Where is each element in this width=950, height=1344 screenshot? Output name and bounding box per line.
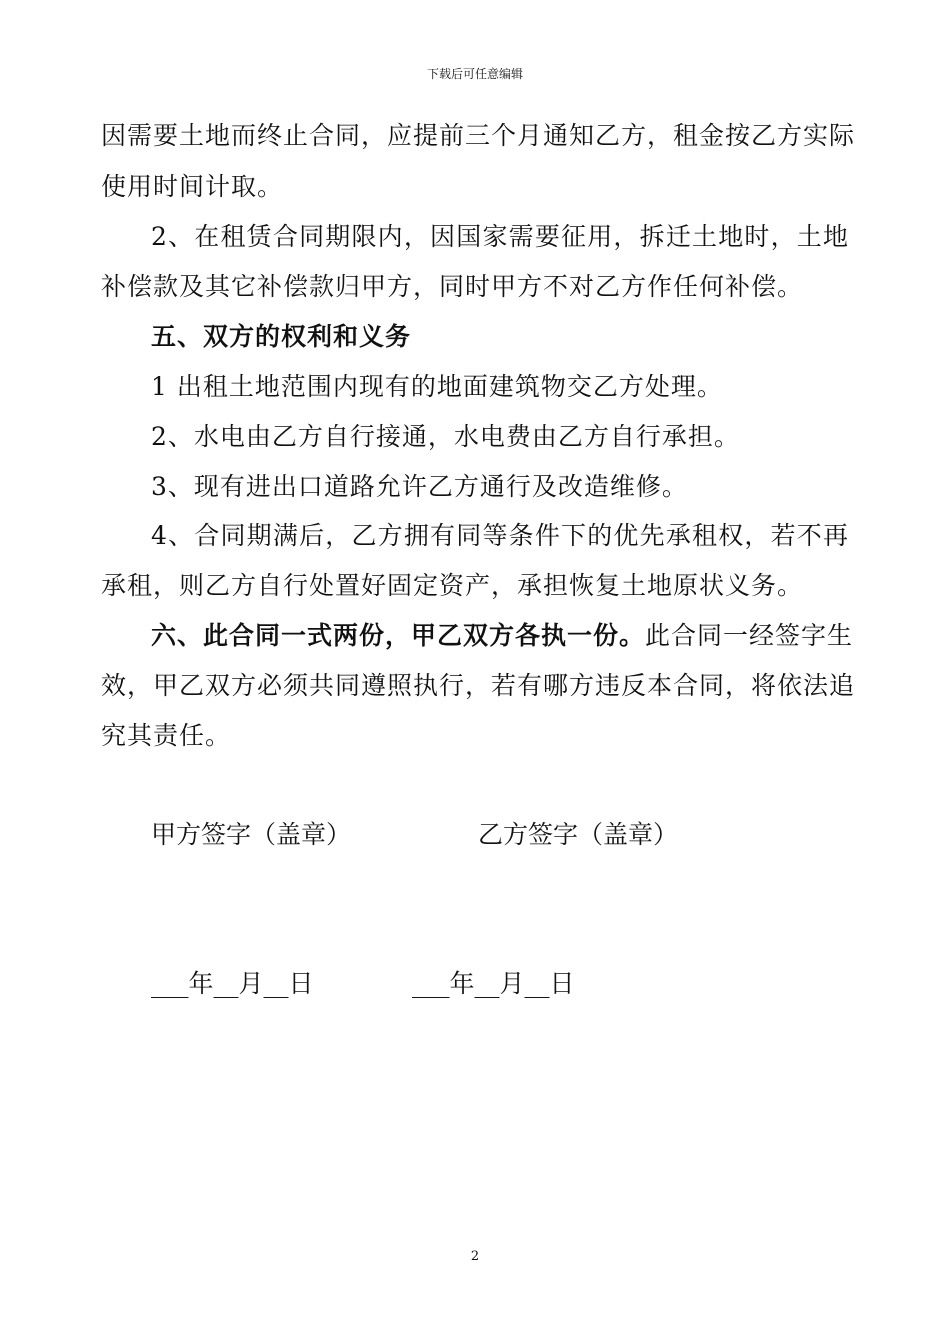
clause-rest: 此合同一经签字生 — [645, 621, 854, 650]
paragraph-line: 补偿款及其它补偿款归甲方，同时甲方不对乙方作任何补偿。 — [101, 272, 804, 301]
page-number: 2 — [470, 1249, 480, 1264]
paragraph-line: 3、现有进出口道路允许乙方通行及改造维修。 — [151, 472, 688, 501]
paragraph-line — [151, 621, 854, 651]
page-header: 下载后可任意编辑 — [426, 67, 523, 81]
section-heading: 五、双方的权利和义务 — [151, 322, 412, 351]
paragraph-line: 1 出租土地范围内现有的地面建筑物交乙方处理。 — [151, 372, 723, 401]
party-a-signature-label: 甲方签字（盖章） — [151, 820, 352, 849]
party-b-signature-label: 乙方签字（盖章） — [478, 820, 679, 849]
paragraph-line: 2、水电由乙方自行接通，水电费由乙方自行承担。 — [151, 422, 740, 451]
paragraph-line: 4、合同期满后，乙方拥有同等条件下的优先承租权，若不再 — [151, 521, 849, 550]
paragraph-line: 使用时间计取。 — [101, 172, 284, 201]
party-b-date-line: ___年__月__日 — [412, 969, 575, 998]
paragraph-line: 因需要土地而终止合同，应提前三个月通知乙方，租金按乙方实际 — [101, 121, 856, 150]
paragraph-line: 2、在租赁合同期限内，因国家需要征用，拆迁土地时，土地 — [151, 222, 849, 251]
bold-clause: 六、此合同一式两份，甲乙双方各执一份。 — [151, 621, 646, 650]
paragraph-line: 承租，则乙方自行处置好固定资产，承担恢复土地原状义务。 — [101, 571, 804, 600]
paragraph-line: 效，甲乙双方必须共同遵照执行，若有哪方违反本合同，将依法追 — [101, 671, 856, 700]
party-a-date-line: ___年__月__日 — [151, 969, 314, 998]
paragraph-line: 究其责任。 — [101, 721, 232, 750]
